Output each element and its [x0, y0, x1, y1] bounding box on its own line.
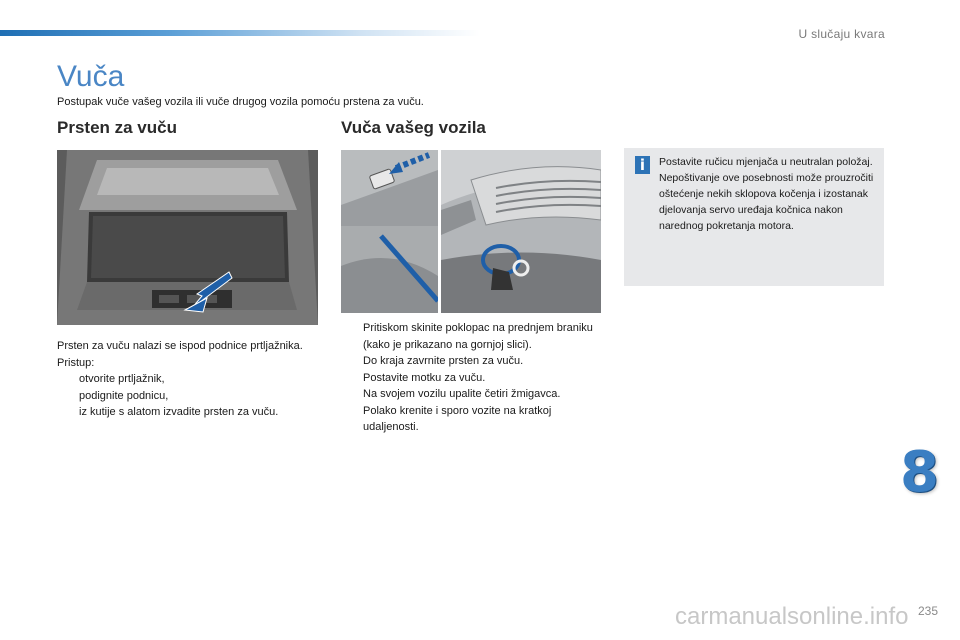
intro-text: Postupak vuče vašeg vozila ili vuče drugog vozila pomoću prstena za vuču.	[57, 96, 424, 108]
bumper-cover-photo	[341, 150, 438, 226]
chapter-header: U slučaju kvara	[798, 27, 885, 41]
towing-steps-text	[341, 320, 606, 436]
list-item: Pritiskom skinite poklopac na prednjem braniku (kako je prikazano na gornjoj slici).	[363, 322, 593, 351]
page-title: Vuča	[57, 60, 125, 93]
list-item: Do kraja zavrnite prsten za vuču.	[363, 355, 524, 367]
car-front-photo	[441, 150, 601, 313]
page-number: 235	[917, 604, 938, 618]
tow-eye-photo	[341, 226, 438, 313]
trunk-photo	[57, 150, 318, 325]
list-item: iz kutije s alatom izvadite prsten za vuču.	[79, 406, 279, 418]
watermark: carmanualsonline.info	[675, 603, 909, 630]
info-box	[624, 148, 884, 286]
list-item: podignite podnicu,	[79, 389, 169, 402]
header-accent-bar	[0, 30, 480, 36]
tow-eye-illustration	[341, 226, 438, 313]
car-front-illustration	[441, 150, 601, 313]
access-steps-list	[57, 371, 307, 421]
towing-ring-location: Prsten za vuču nalazi se ispod podnice prtljažnika.	[57, 340, 303, 352]
list-item: otvorite prtljažnik,	[79, 373, 165, 385]
trunk-illustration	[57, 150, 318, 325]
bumper-cover-illustration	[341, 150, 438, 226]
access-label: Pristup:	[57, 356, 95, 369]
section-heading-towing-ring: Prsten za vuču	[57, 118, 177, 137]
list-item: Polako krenite i sporo vozite na kratkoj udaljenosti.	[363, 404, 552, 433]
chapter-number: 8	[900, 440, 939, 505]
list-item: Na svojem vozilu upalite četiri žmigavca.	[363, 388, 561, 400]
info-box-text: Postavite ručicu mjenjača u neutralan položaj. Nepoštivanje ove posebnosti može prouzročiti oštećenje nekih sklopova kočenja i izostanak djelovanja servo uređaja kočnica nakon narednog pokretanja motora.	[659, 156, 874, 232]
towing-ring-text	[57, 338, 307, 421]
info-icon: i	[635, 156, 650, 174]
list-item: Postavite motku za vuču.	[363, 371, 486, 384]
section-heading-towing-vehicle: Vuča vašeg vozila	[341, 118, 486, 137]
towing-steps-list	[341, 320, 606, 436]
